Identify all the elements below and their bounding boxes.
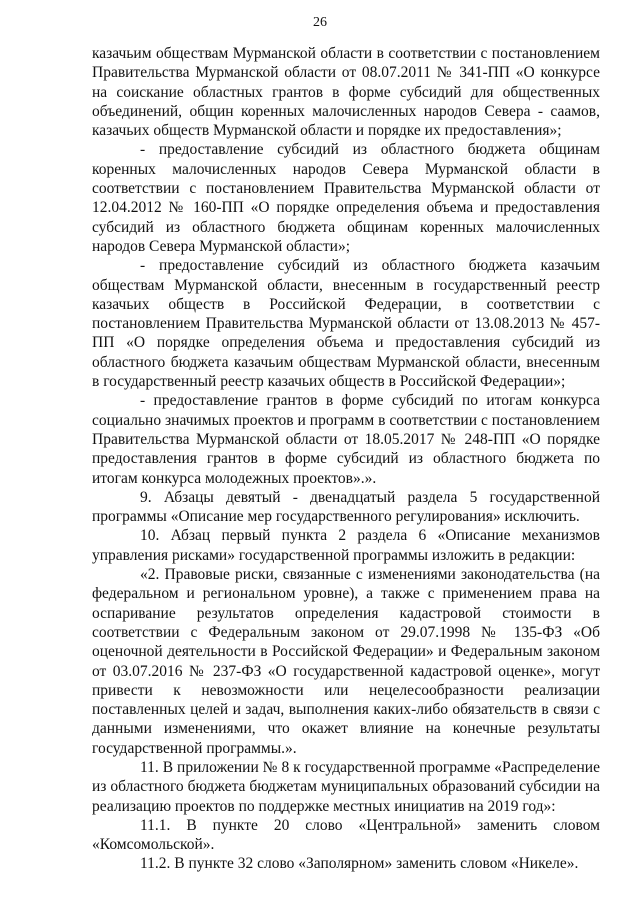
paragraph-subsidy-communities: - предоставление субсидий из областного бюджета общинам коренных малочисленных народов Севера Мурманской области в соответствии с постановлением Правительства Мурманской области от 12.04.2012 № 160-ПП «О порядке определения объема и предоставления субсидий из областного бюджета общинам коренных малочисленных народов Севера Мурманской области»;: [92, 141, 600, 255]
paragraph-item-11: 11. В приложении № 8 к государственной программе «Распределение из областного бюджета бюджетам муниципальных образований субсидии на реализацию проектов по поддержке местных инициатив на 2019 год»:: [92, 758, 600, 815]
paragraph-item-10: 10. Абзац первый пункта 2 раздела 6 «Описание механизмов управления рисками» государственной программы изложить в редакции:: [92, 527, 600, 564]
paragraph-item-11-1: 11.1. В пункте 20 слово «Центральной» заменить словом «Комсомольской».: [92, 816, 600, 854]
paragraph-subsidy-cossack: - предоставление субсидий из областного бюджета казачьим обществам Мурманской области, внесенным в государственный реестр казачьих обществ в Российской Федерации, в соответствии с постановлением Правительства Мурманской области от 13.08.2013 № 457-ПП «О порядке определения объема и предоставления субсидий из областного бюджета казачьим обществам Мурманской области, внесенным в государственный реестр казачьих обществ в Российской Федерации»;: [92, 257, 600, 391]
document-body: [92, 44, 600, 874]
paragraph-grants-youth: - предоставление грантов в форме субсидий по итогам конкурса социально значимых проектов и программ в соответствии с постановлением Правительства Мурманской области от 18.05.2017 № 248-ПП «О порядке предоставления грантов в форме субсидий из областного бюджета по итогам конкурса молодежных проектов».».: [92, 392, 600, 487]
paragraph-item-11-2: 11.2. В пункте 32 слово «Заполярном» заменить словом «Никеле».: [140, 855, 579, 873]
paragraph-legal-risks: «2. Правовые риски, связанные с изменениями законодательства (на федеральном и региональном уровне), а также с применением права на оспаривание результатов определения кадастровой стоимости в соответствии с Федеральным законом от 29.07.1998 № 135-ФЗ «Об оценочной деятельности в Российской Федерации» и Федеральным законом от 03.07.2016 № 237-ФЗ «О государственной кадастровой оценке», могут привести к невозможности или нецелесообразности реализации поставленных целей и задач, выполнения каких-либо обязательств в связи с данными изменениями, что окажет влияние на конечные результаты государственной программы.».: [92, 566, 600, 757]
page-number: 26: [313, 15, 327, 30]
paragraph-continuation: казачьим обществам Мурманской области в соответствии с постановлением Правительства Мурманской области от 08.07.2011 № 341-ПП «О конкурсе на соискание областных грантов в форме субсидий для общественных объединений, общин коренных малочисленных народов Севера - саамов, казачьих обществ Мурманской области и порядке их предоставления»;: [92, 45, 600, 140]
paragraph-item-9: 9. Абзацы девятый - двенадцатый раздела 5 государственной программы «Описание мер государственного регулирования» исключить.: [92, 488, 600, 526]
